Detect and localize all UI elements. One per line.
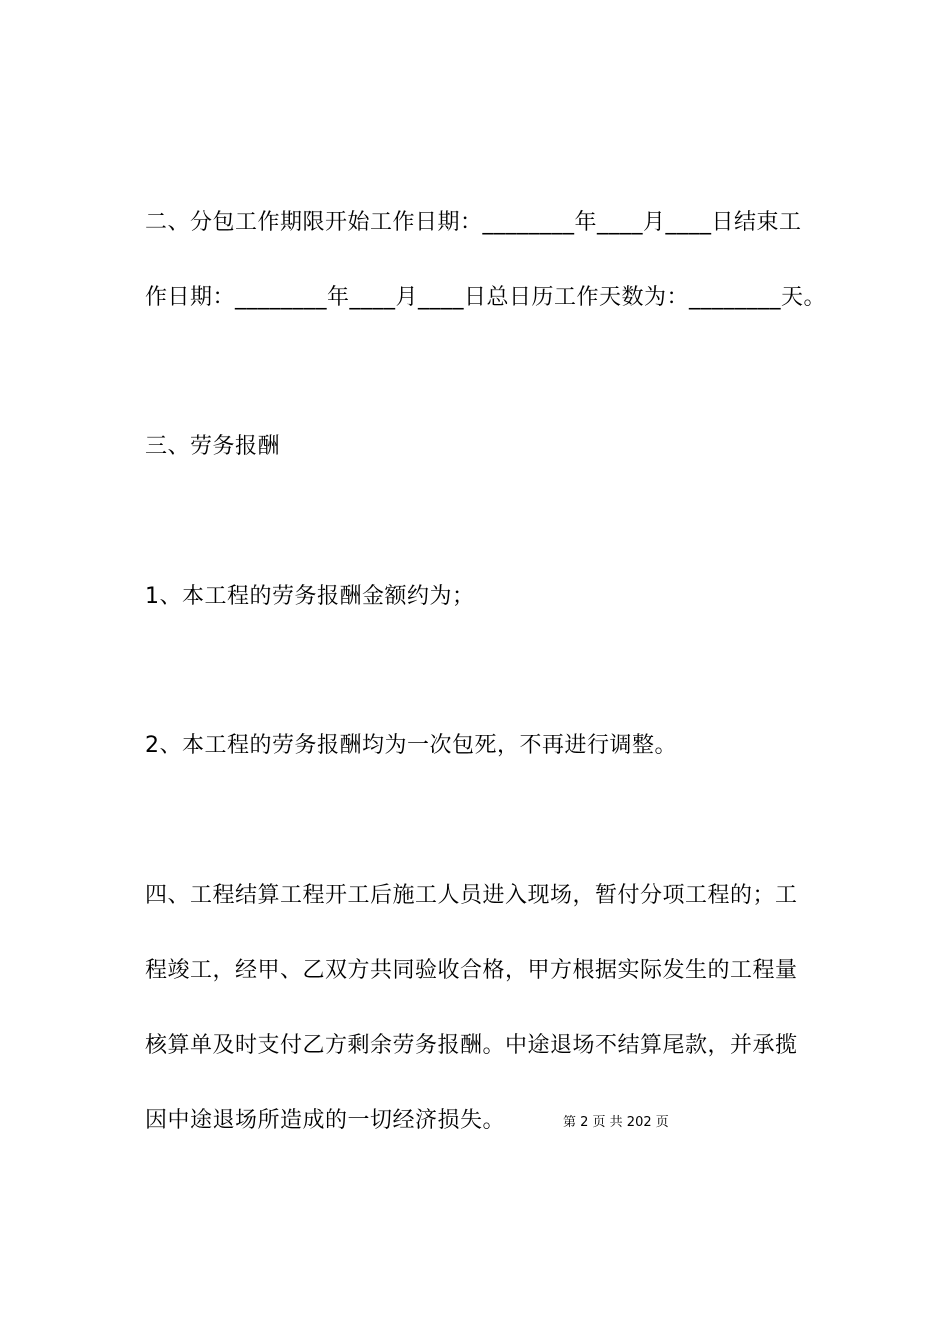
section3-item1: 1、本工程的劳务报酬金额约为； [145,584,475,609]
section4-line3: 核算单及时支付乙方剩余劳务报酬。中途退场不结算尾款，并承揽 [145,1033,798,1058]
section4-line4: 因中途退场所造成的一切经济损失。 [145,1108,506,1133]
section3-item2: 2、本工程的劳务报酬均为一次包死，不再进行调整。 [145,733,677,758]
section4-line2: 程竣工，经甲、乙双方共同验收合格，甲方根据实际发生的工程量 [145,958,798,983]
section4-line1: 四、工程结算工程开工后施工人员进入现场，暂付分项工程的；工 [145,883,798,908]
section3-heading: 三、劳务报酬 [145,434,281,459]
section2-line1: 二、分包工作期限开始工作日期：________年____月____日结束工 [145,210,802,235]
section2-line2: 作日期：________年____月____日总日历工作天数为：________天。 [145,285,827,310]
page-number-footer: 第 2 页 共 202 页 [563,1115,669,1130]
